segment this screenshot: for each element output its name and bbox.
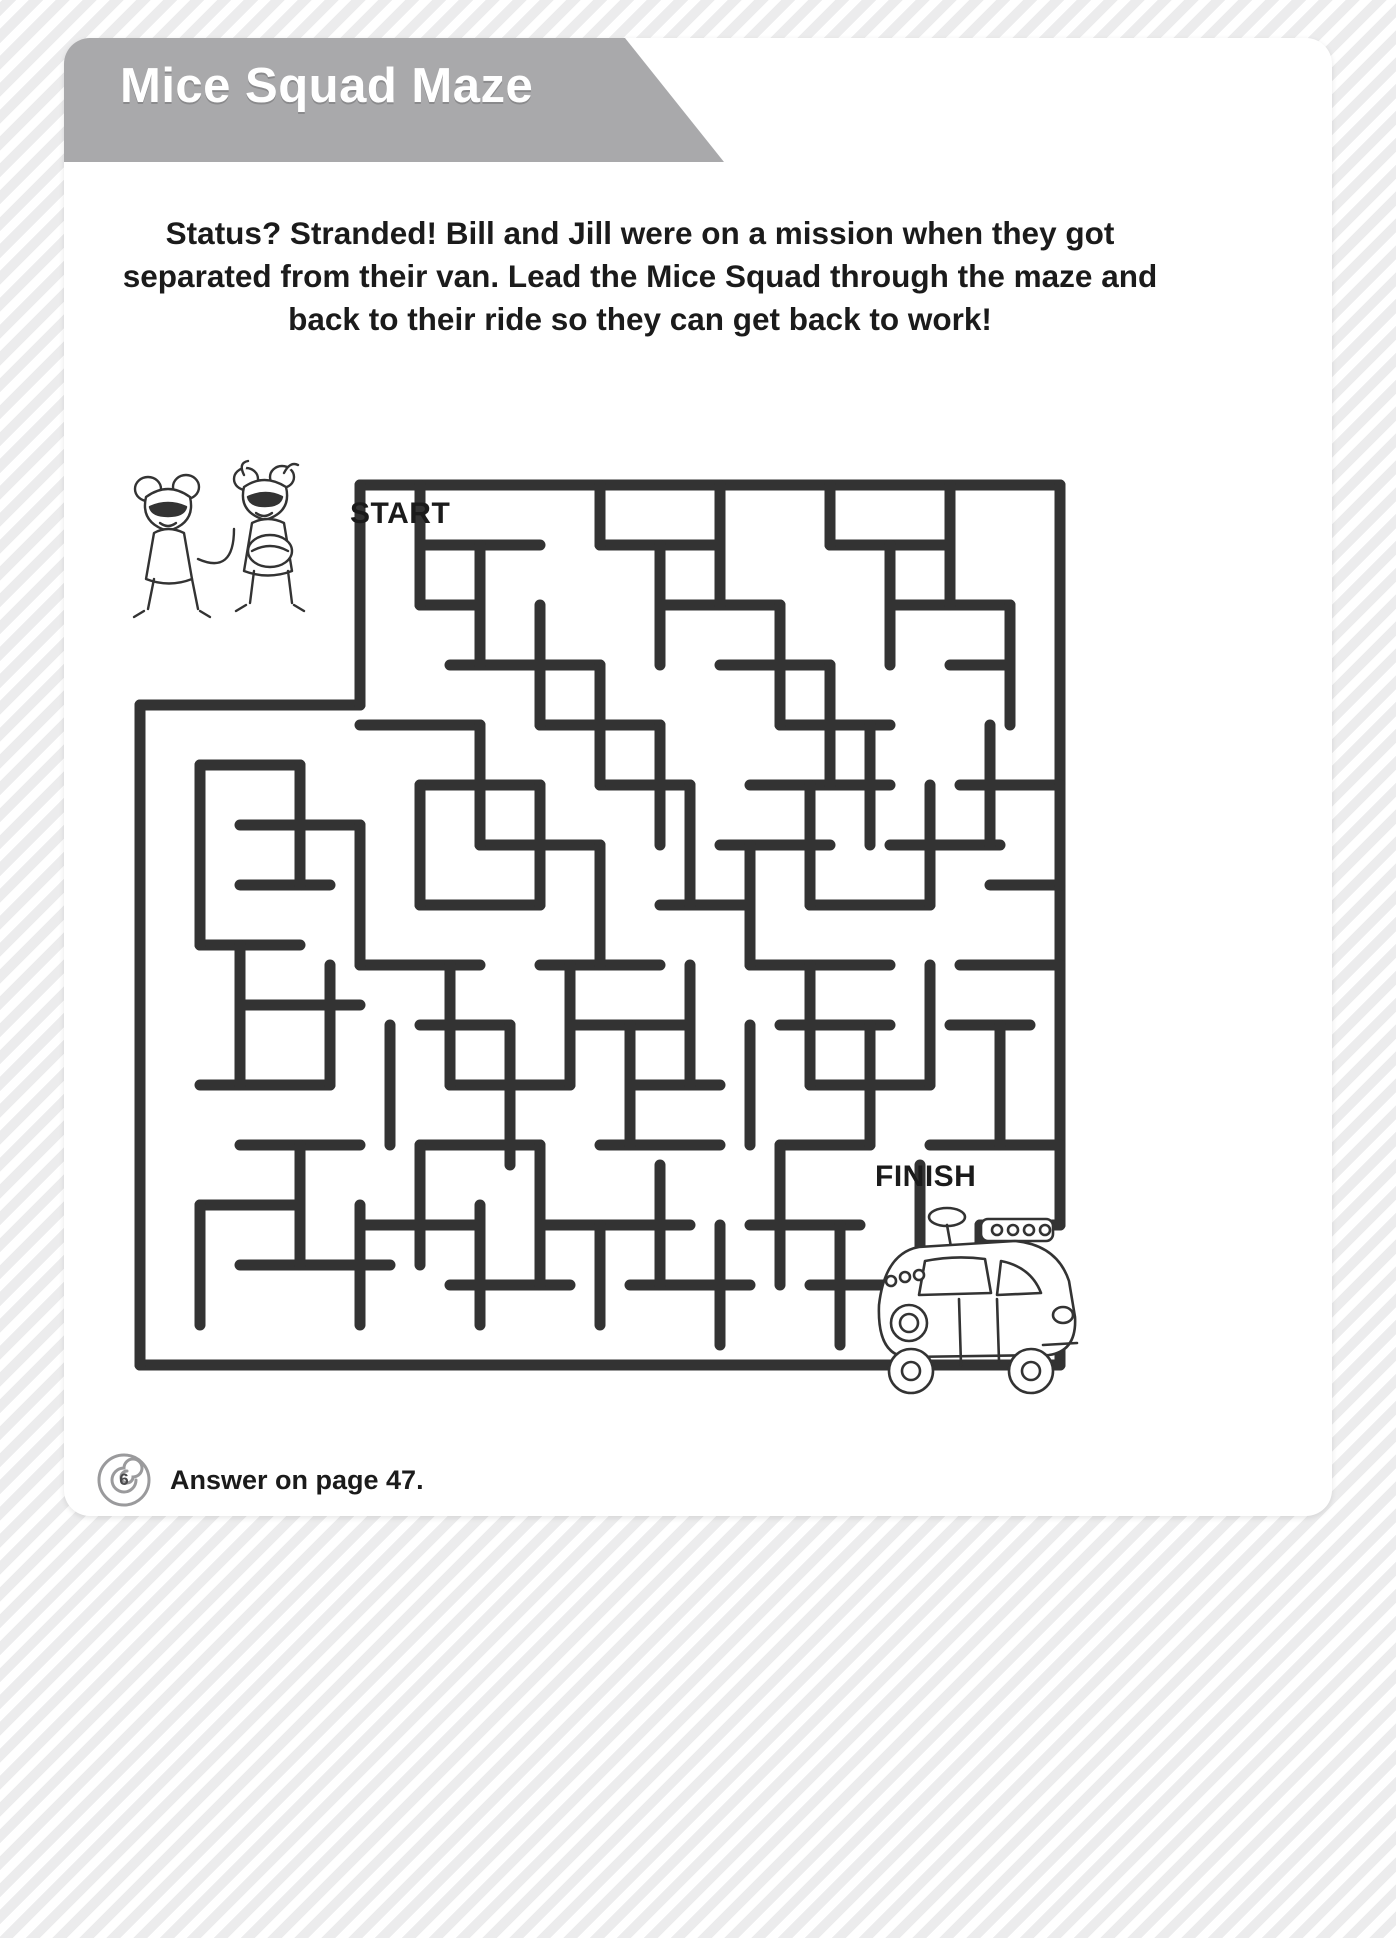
page-number-badge: [96, 1452, 152, 1508]
footer: [96, 1452, 424, 1508]
maze-finish-label: FINISH: [875, 1160, 977, 1193]
maze-start-label: START: [350, 497, 451, 530]
page-number: 6: [119, 1470, 129, 1489]
puzzle-instructions: Status? Stranded! Bill and Jill were on a mission when they got separated from their van. Lead the Mice Squad through the maze and back to their ride so they can get back to work!: [122, 215, 1158, 337]
mice-characters-illustration: [120, 455, 340, 645]
page-title: Mice Squad Maze: [120, 59, 534, 113]
answer-reference: Answer on page 47.: [170, 1464, 424, 1495]
van-illustration: [855, 1195, 1095, 1405]
